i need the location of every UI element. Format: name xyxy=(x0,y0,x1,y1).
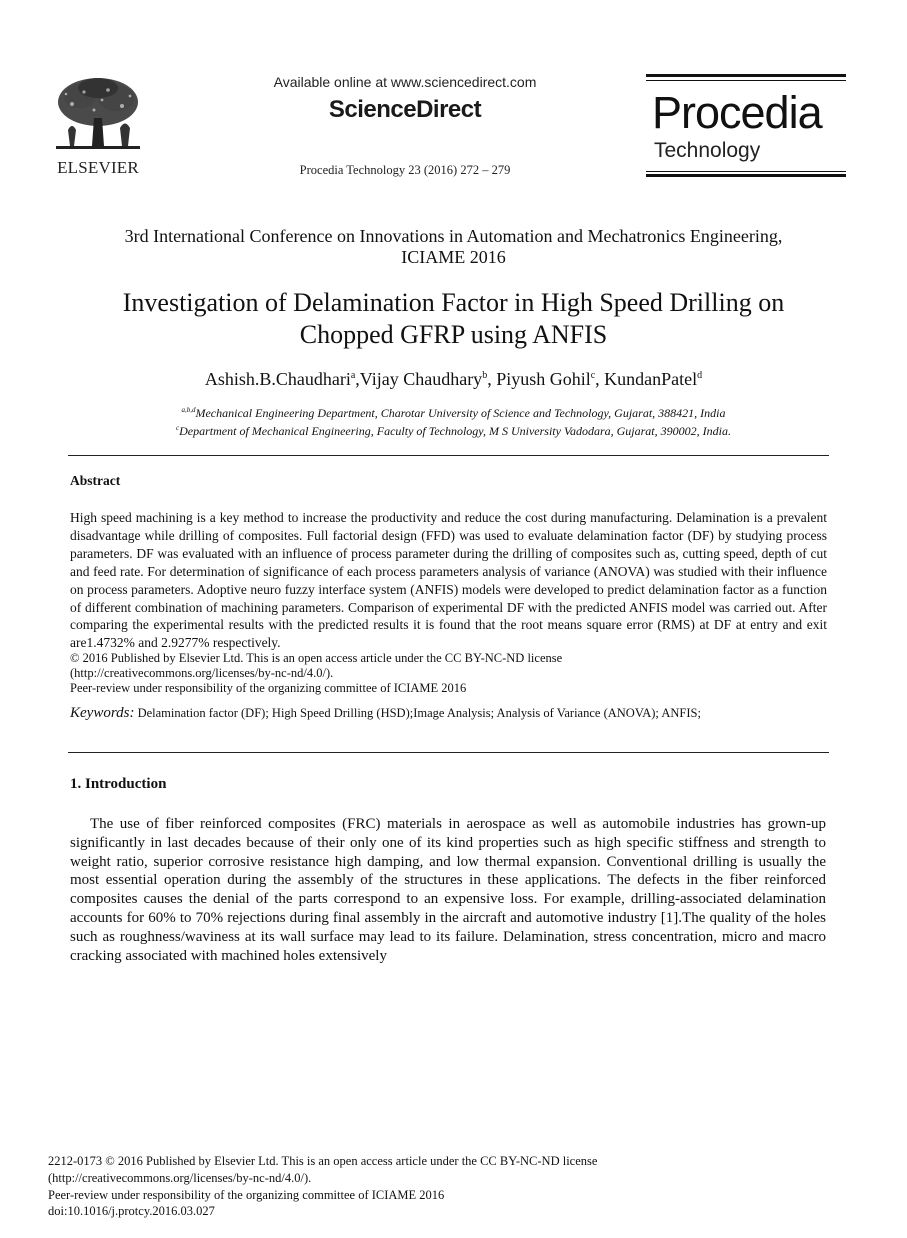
logo-rule-bottom xyxy=(646,174,846,177)
keywords-text: Delamination factor (DF); High Speed Drilling (HSD);Image Analysis; Analysis of Variance (ANOVA); ANFIS; xyxy=(137,706,701,720)
abstract-body: High speed machining is a key method to increase the productivity and reduce the cost during manufacturing. Delamination is a prevalent disadvantage while drilling of composites. Full factorial design (FFD) was used to evaluate delamination factor (DF) by studying process parameters. DF was evaluated with an influence of process parameter during the drilling of composites such as, cutting speed, depth of cut and feed rate. For determination of significance of each process parameters analysis of variance (ANOVA) was studied with their influence on process parameters. Adoptive neuro fuzzy interface system (ANFIS) models were developed to predict delamination factor as a function of different combination of machining parameters. Comparison of experimental DF with the predicted ANFIS model was carried out. After comparing the experimental results with the predicted results it is found that the root means square error (RMS) at DF at entry and exit are1.4732% and 2.9277% respectively. xyxy=(70,510,827,651)
introduction-body: The use of fiber reinforced composites (FRC) materials in aerospace as well as automobile industries has grown-up significantly in last decades because of their only one of its kind properties such as high specific stiffness and strength to weight ratio, superior corrosive resistance high damping, and low thermal expansion. Conventional drilling is usually the most essential operation during the assembly of the structures in these applications. The defects in the fiber reinforced composites causes the denial of the parts correspond to an expensive loss. For example, drilling-associated delamination accounts for 60% to 70% rejections during final assembly in the aircraft and automotive industry [1].The quality of the holes such as roughness/waviness at its wall surface may lead to its failure. Delamination, stress concentration, micro and macro cracking associated with machined holes extensively xyxy=(70,816,826,964)
conference-name xyxy=(60,226,847,268)
divider xyxy=(68,752,829,753)
procedia-logo xyxy=(646,74,846,178)
author-name: Vijay Chaudhary xyxy=(359,369,483,389)
author-name: Piyush Gohil xyxy=(496,369,591,389)
available-online-text: Available online at www.sciencedirect.com xyxy=(273,74,537,90)
procedia-subtitle: Technology xyxy=(654,139,761,162)
footer-peer-review: Peer-review under responsibility of the organizing committee of ICIAME 2016 xyxy=(48,1188,445,1202)
affiliation-line xyxy=(60,424,847,439)
footer-doi[interactable]: doi:10.1016/j.protcy.2016.03.027 xyxy=(48,1204,215,1218)
author-separator: , xyxy=(595,369,605,389)
logo-rule-top xyxy=(646,74,846,77)
license-link[interactable]: (http://creativecommons.org/licenses/by-nc-nd/4.0/). xyxy=(70,666,334,680)
conference-line-2: ICIAME 2016 xyxy=(401,247,506,267)
author-name: Ashish.B.Chaudhari xyxy=(204,369,351,389)
elsevier-logo xyxy=(50,74,146,178)
keywords-label: Keywords: xyxy=(70,705,135,721)
peer-review-note: Peer-review under responsibility of the organizing committee of ICIAME 2016 xyxy=(70,681,467,695)
section-heading: 1. Introduction xyxy=(70,776,167,792)
footer-issn-line: 2212-0173 © 2016 Published by Elsevier Ltd. This is an open access article under the CC BY-NC-ND license xyxy=(48,1154,598,1168)
elsevier-wordmark: ELSEVIER xyxy=(57,158,139,177)
author-affiliation-mark: a xyxy=(350,370,356,381)
title-line-1: Investigation of Delamination Factor in High Speed Drilling on xyxy=(122,288,785,317)
procedia-wordmark: Procedia xyxy=(652,87,822,138)
author-affiliation-mark: c xyxy=(590,370,596,381)
logo-rule-top-thin xyxy=(646,80,846,81)
abstract-heading: Abstract xyxy=(70,473,121,488)
abstract-copyright: © 2016 Published by Elsevier Ltd. This is an open access article under the CC BY-NC-ND license xyxy=(70,651,563,665)
footer-license-link[interactable]: (http://creativecommons.org/licenses/by-nc-nd/4.0/). xyxy=(48,1171,312,1185)
affiliation-text: Department of Mechanical Engineering, Faculty of Technology, M S University Vadodara, Gujarat, 390002, India. xyxy=(179,424,731,438)
author-separator: , xyxy=(487,369,497,389)
author-affiliation-mark: b xyxy=(482,370,488,381)
paper-title xyxy=(60,287,847,351)
journal-reference: Procedia Technology 23 (2016) 272 – 279 xyxy=(299,163,511,177)
affiliation-mark: a,b,d xyxy=(181,406,196,414)
keywords xyxy=(70,705,827,722)
affiliation-text: Mechanical Engineering Department, Charotar University of Science and Technology, Gujarat, 388421, India xyxy=(195,406,726,420)
affiliation-mark: c xyxy=(176,424,180,432)
author-list xyxy=(60,369,847,390)
author-name: KundanPatel xyxy=(604,369,698,389)
sciencedirect-logo: ScienceDirect xyxy=(328,96,482,123)
elsevier-tree-icon xyxy=(50,74,146,156)
author-separator: , xyxy=(355,369,360,389)
divider xyxy=(68,455,829,456)
logo-rule-bottom-thin xyxy=(646,171,846,172)
affiliation-line xyxy=(60,406,847,421)
conference-line-1: 3rd International Conference on Innovations in Automation and Mechatronics Engineering, xyxy=(124,226,783,246)
author-affiliation-mark: d xyxy=(697,370,703,381)
title-line-2: Chopped GFRP using ANFIS xyxy=(299,320,608,349)
